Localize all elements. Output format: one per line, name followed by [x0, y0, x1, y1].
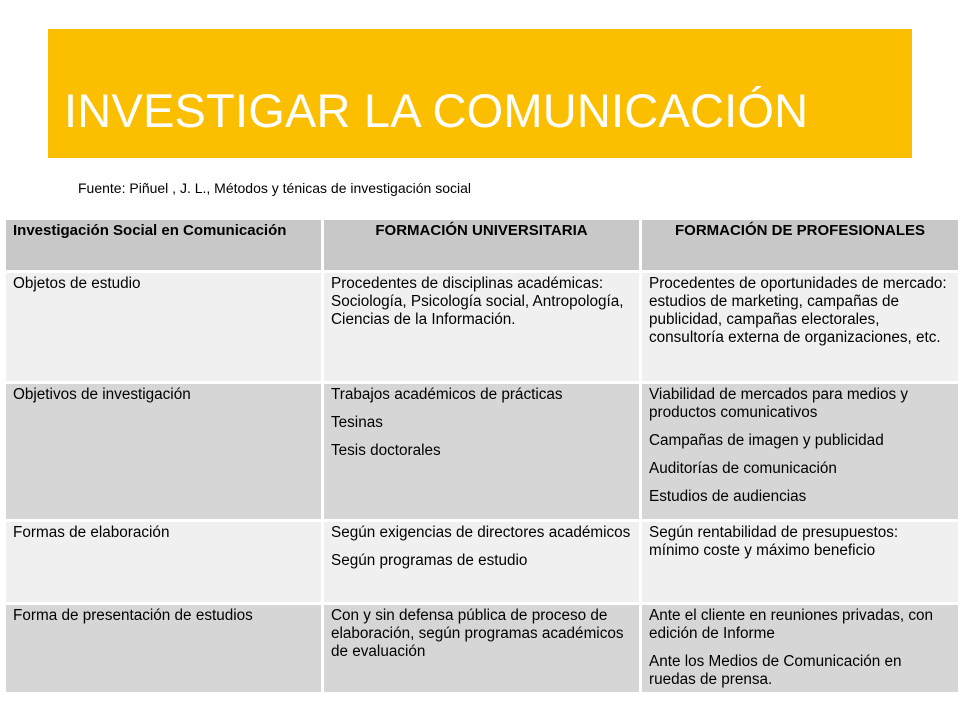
cell-paragraph: Tesis doctorales — [331, 442, 441, 459]
comparison-table — [6, 220, 958, 686]
cell-formas-universitaria — [324, 522, 639, 602]
cell-objetos-profesionales — [642, 273, 958, 381]
cell-paragraph: Según exigencias de directores académicos — [331, 524, 631, 541]
cell-paragraph: Ante los Medios de Comunicación en ruedas de prensa. — [649, 653, 902, 688]
cell-paragraph: Según rentabilidad de presupuestos: mínimo coste y máximo beneficio — [649, 524, 899, 559]
title-banner — [48, 29, 912, 158]
cell-paragraph: Procedentes de oportunidades de mercado: estudios de marketing, campañas de publicidad, campañas electorales, consultoría externa de organizaciones, etc. — [649, 275, 947, 346]
cell-paragraph: Trabajos académicos de prácticas — [331, 386, 563, 403]
cell-paragraph: Campañas de imagen y publicidad — [649, 432, 884, 449]
cell-paragraph: Ante el cliente en reuniones privadas, con edición de Informe — [649, 607, 934, 642]
page-title: INVESTIGAR LA COMUNICACIÓN — [64, 84, 809, 137]
row-label-objetos: Objetos de estudio — [6, 273, 321, 381]
cell-objetivos-profesionales — [642, 384, 958, 519]
cell-paragraph: Estudios de audiencias — [649, 488, 807, 505]
row-label-presentacion: Forma de presentación de estudios — [6, 605, 321, 692]
header-topic: Investigación Social en Comunicación — [6, 220, 321, 270]
cell-paragraph: Auditorías de comunicación — [649, 460, 837, 477]
cell-objetos-universitaria — [324, 273, 639, 381]
cell-paragraph: Tesinas — [331, 414, 383, 431]
row-label-formas: Formas de elaboración — [6, 522, 321, 602]
cell-paragraph: Según programas de estudio — [331, 552, 528, 569]
header-universitaria: FORMACIÓN UNIVERSITARIA — [324, 220, 639, 270]
cell-paragraph: Procedentes de disciplinas académicas: Sociología, Psicología social, Antropología, Ciencias de la Información. — [331, 275, 624, 328]
row-label-objetivos: Objetivos de investigación — [6, 384, 321, 519]
cell-objetivos-universitaria — [324, 384, 639, 519]
cell-presentacion-universitaria — [324, 605, 639, 692]
header-profesionales: FORMACIÓN DE PROFESIONALES — [642, 220, 958, 270]
cell-presentacion-profesionales — [642, 605, 958, 692]
cell-formas-profesionales — [642, 522, 958, 602]
cell-paragraph: Con y sin defensa pública de proceso de elaboración, según programas académicos de evaluación — [331, 607, 624, 660]
cell-paragraph: Viabilidad de mercados para medios y productos comunicativos — [649, 386, 909, 421]
source-citation: Fuente: Piñuel , J. L., Métodos y ténicas de investigación social — [78, 180, 471, 196]
